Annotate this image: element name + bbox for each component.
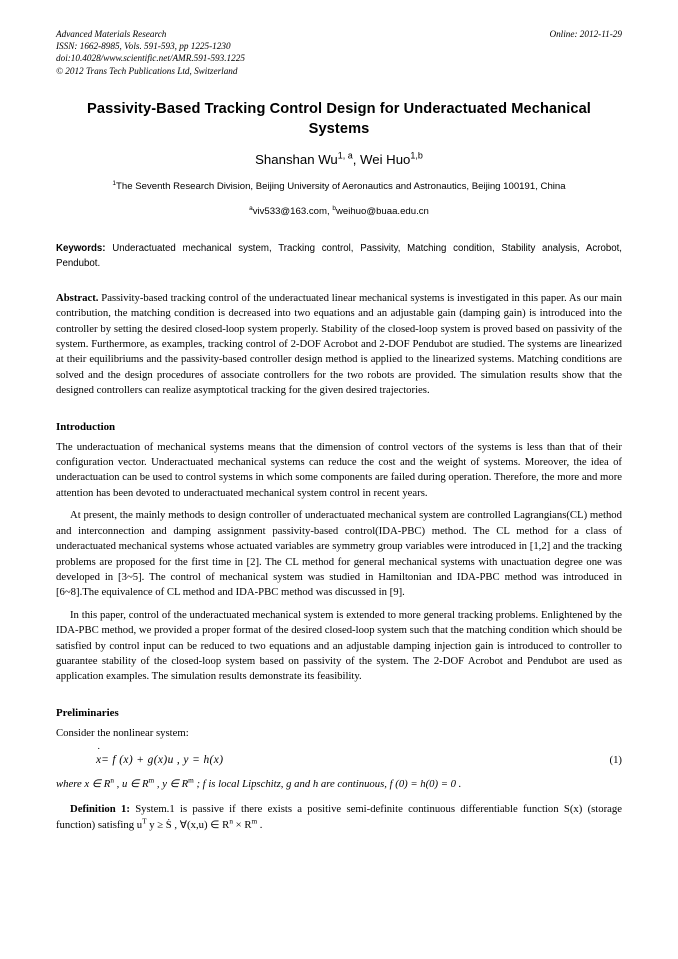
equation-number: (1): [609, 754, 622, 767]
notation-part-4: ; f is local Lipschitz, g and h are continuous, f (0) = h(0) = 0 .: [193, 778, 462, 791]
keywords-label: Keywords:: [56, 242, 106, 254]
email-b: weihuo@buaa.edu.cn: [335, 205, 429, 217]
email-line: [56, 206, 622, 217]
author-affil-mark-1: 1, a: [337, 150, 353, 161]
section-heading-preliminaries: Preliminaries: [56, 706, 119, 719]
notation-sup-m2: m: [188, 776, 194, 785]
abstract-text: Passivity-based tracking control of the underactuated linear mechanical systems is investigated in this paper. As our main contribution, the matching condition is decreased into two equations and an adjustable gain (damping gain) is introduced into the controller by setting the desired closed-loop system properly. Stability of the closed-loop system is proved based on passivity of the system. Furthermore, as examples, tracking control of 2-DOF Acrobot and 2-DOF Pendubot are studied. The systems are linearized at their equilibriums and the passivity-based controller design method is applied to the linearized systems. Matching conditions are solved and the design procedures of associate controllers for the two robots are provided. The simulation results show that the designed controllers can realize asymptotical tracking for the given desired trajectories.: [56, 291, 622, 397]
page-header: [56, 28, 622, 77]
page-title: Passivity-Based Tracking Control Design for Underactuated Mechanical Systems: [87, 100, 591, 137]
email-a: viv533@163.com,: [252, 205, 333, 217]
notation-part-3: , y ∈ R: [154, 778, 189, 791]
copyright-line: © 2012 Trans Tech Publications Ltd, Switzerland: [56, 65, 238, 76]
abstract-label: Abstract.: [56, 291, 99, 304]
affiliation-mark: 1: [112, 179, 117, 187]
notation-sup-m1: m: [148, 776, 155, 785]
paragraph: At present, the mainly methods to design controller of underactuated mechanical system are controlled Lagrangians(CL) method and interconnection and damping assignment passivity-based control(IDA-PBC) method. The CL method for a class of underactuated mechanical systems whose actuated variables are symmetry group variables were introduced in [1,2] and the tracking problems are proposed for the first time in [2]. The CL method for general mechanical systems with unactuation degree one was developed in [3~5]. The control of mechanical system was studied in Hamiltonian and IDA-PBC method was introduced in [6~8].The equivalence of CL method and IDA-PBC method was discussed in [9].: [56, 509, 622, 599]
paragraph: The underactuation of mechanical systems means that the dimension of control vectors of the systems is less than that of their configuration vector. Underactuated mechanical systems can reduce the cost and the weight of systems. Moreover, the idea of underactuation can be used to control systems in which some components are failed during operation. Therefore, the more and more attention has been devoted to underactuated mechanical system control in recent years.: [56, 440, 622, 499]
affiliation-text: The Seventh Research Division, Beijing University of Aeronautics and Astronautics, Beijing 100191, China: [116, 180, 566, 192]
equation-notation-line: [56, 777, 622, 792]
equation-1: [56, 754, 622, 770]
author-affil-mark-2: 1,b: [410, 150, 423, 161]
definition-label: Definition 1:: [70, 802, 130, 815]
paragraph: In this paper, control of the underactuated mechanical system is extended to more general tracking problems. Enlightened by the IDA-PBC method, we provided a proper format of the desired closed-loop system such that the matching condition which should be satisfied by control input can be reduced to two equations and an adjustable damping injection gain is introduced to controller to guarantee stability of the closed-loop system based on passivity of the system. The 2-DOF Acrobot and Pendubot are used as application examples. The simulation results demonstrate its feasibility.: [56, 608, 622, 683]
definition-sup-n: n: [229, 817, 233, 826]
definition-1: [56, 801, 622, 834]
keywords-block: [56, 241, 622, 271]
definition-sup-m: m: [251, 817, 258, 826]
email-mark-b: b: [332, 204, 336, 212]
notation-part-2: , u ∈ R: [113, 778, 149, 791]
header-left-block: [56, 28, 396, 77]
notation-part-1: where x ∈ R: [56, 778, 111, 791]
notation-sup-n: n: [110, 776, 114, 785]
issn-line: ISSN: 1662-8985, Vols. 591-593, pp 1225-1230: [56, 41, 231, 52]
author-list: [56, 152, 622, 167]
definition-text-2: y ≥ Ṡ , ∀(x,u) ∈ R: [146, 819, 230, 832]
equation-lhs: x ˙: [96, 754, 101, 766]
online-date: Online: 2012-11-29: [549, 29, 622, 39]
section-heading-introduction: Introduction: [56, 420, 116, 433]
journal-name: Advanced Materials Research: [56, 29, 167, 39]
definition-text-3: × R: [232, 819, 252, 832]
affiliation: [56, 180, 622, 194]
equation-rhs: = f (x) + g(x)u , y = h(x): [101, 754, 224, 767]
author-name-1: Shanshan Wu: [255, 151, 338, 167]
equation-body: [96, 754, 622, 766]
abstract-block: [56, 291, 622, 399]
keywords-text: Underactuated mechanical system, Tracking control, Passivity, Matching condition, Stability analysis, Acrobot, Pendubot.: [56, 242, 622, 269]
email-mark-a: a: [249, 204, 253, 212]
definition-sup-T: T: [142, 817, 147, 826]
paragraph: Consider the nonlinear system:: [56, 726, 189, 739]
doi-line: doi:10.4028/www.scientific.net/AMR.591-593.1225: [56, 53, 245, 64]
author-separator: ,: [352, 151, 361, 167]
author-name-2: Wei Huo: [360, 151, 411, 167]
definition-text-1: System.1 is passive if there exists a positive semi-definite continuous differentiable function S(x) (storage function) satisfing u: [56, 802, 623, 832]
definition-text-4: .: [257, 819, 263, 832]
